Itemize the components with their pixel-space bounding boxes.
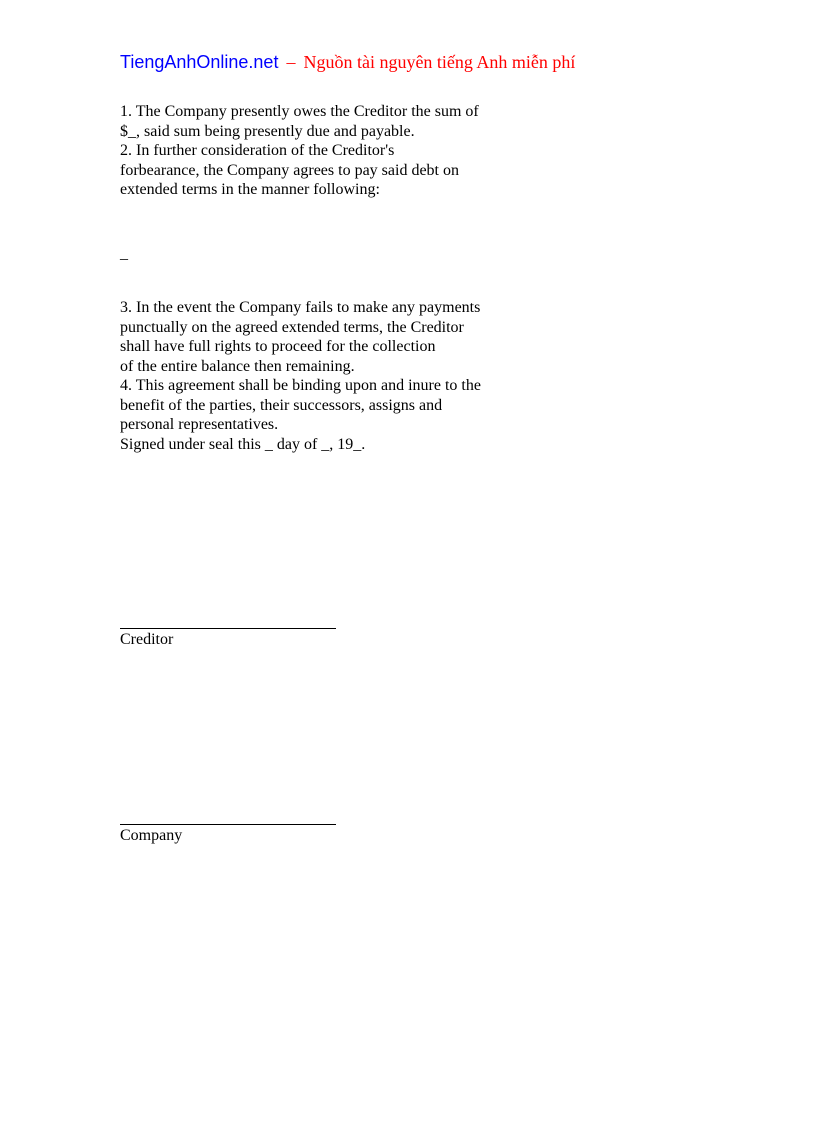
text-line: 1. The Company presently owes the Creditor the sum of [120, 103, 479, 120]
terms-blank: _ [120, 245, 128, 262]
text-line: 2. In further consideration of the Creditor's [120, 142, 395, 159]
signing-date-line: Signed under seal this _ day of _, 19_. [120, 435, 366, 453]
text-line: extended terms in the manner following: [120, 181, 380, 198]
creditor-label: Creditor [120, 631, 174, 648]
text-line: punctually on the agreed extended terms, the Creditor [120, 318, 464, 336]
site-tagline: Nguồn tài nguyên tiếng Anh miễn phí [303, 52, 576, 72]
clauses-1-2 [120, 102, 479, 200]
company-label: Company [120, 827, 183, 844]
document-header [120, 50, 575, 74]
text-line: $_, said sum being presently due and payable. [120, 122, 415, 140]
header-separator: – [286, 52, 296, 72]
clauses-3-4 [120, 298, 481, 454]
company-signature-line [120, 824, 336, 825]
creditor-signature-line [120, 628, 336, 629]
text-line: personal representatives. [120, 416, 279, 433]
site-name: TiengAnhOnline.net [120, 52, 279, 72]
text-line: 4. This agreement shall be binding upon and inure to the [120, 377, 481, 394]
text-line: forbearance, the Company agrees to pay said debt on [120, 161, 459, 179]
text-line: benefit of the parties, their successors, assigns and [120, 396, 443, 414]
text-line: of the entire balance then remaining. [120, 357, 355, 375]
text-line: shall have full rights to proceed for the collection [120, 338, 436, 355]
text-line: 3. In the event the Company fails to make any payments [120, 299, 481, 316]
